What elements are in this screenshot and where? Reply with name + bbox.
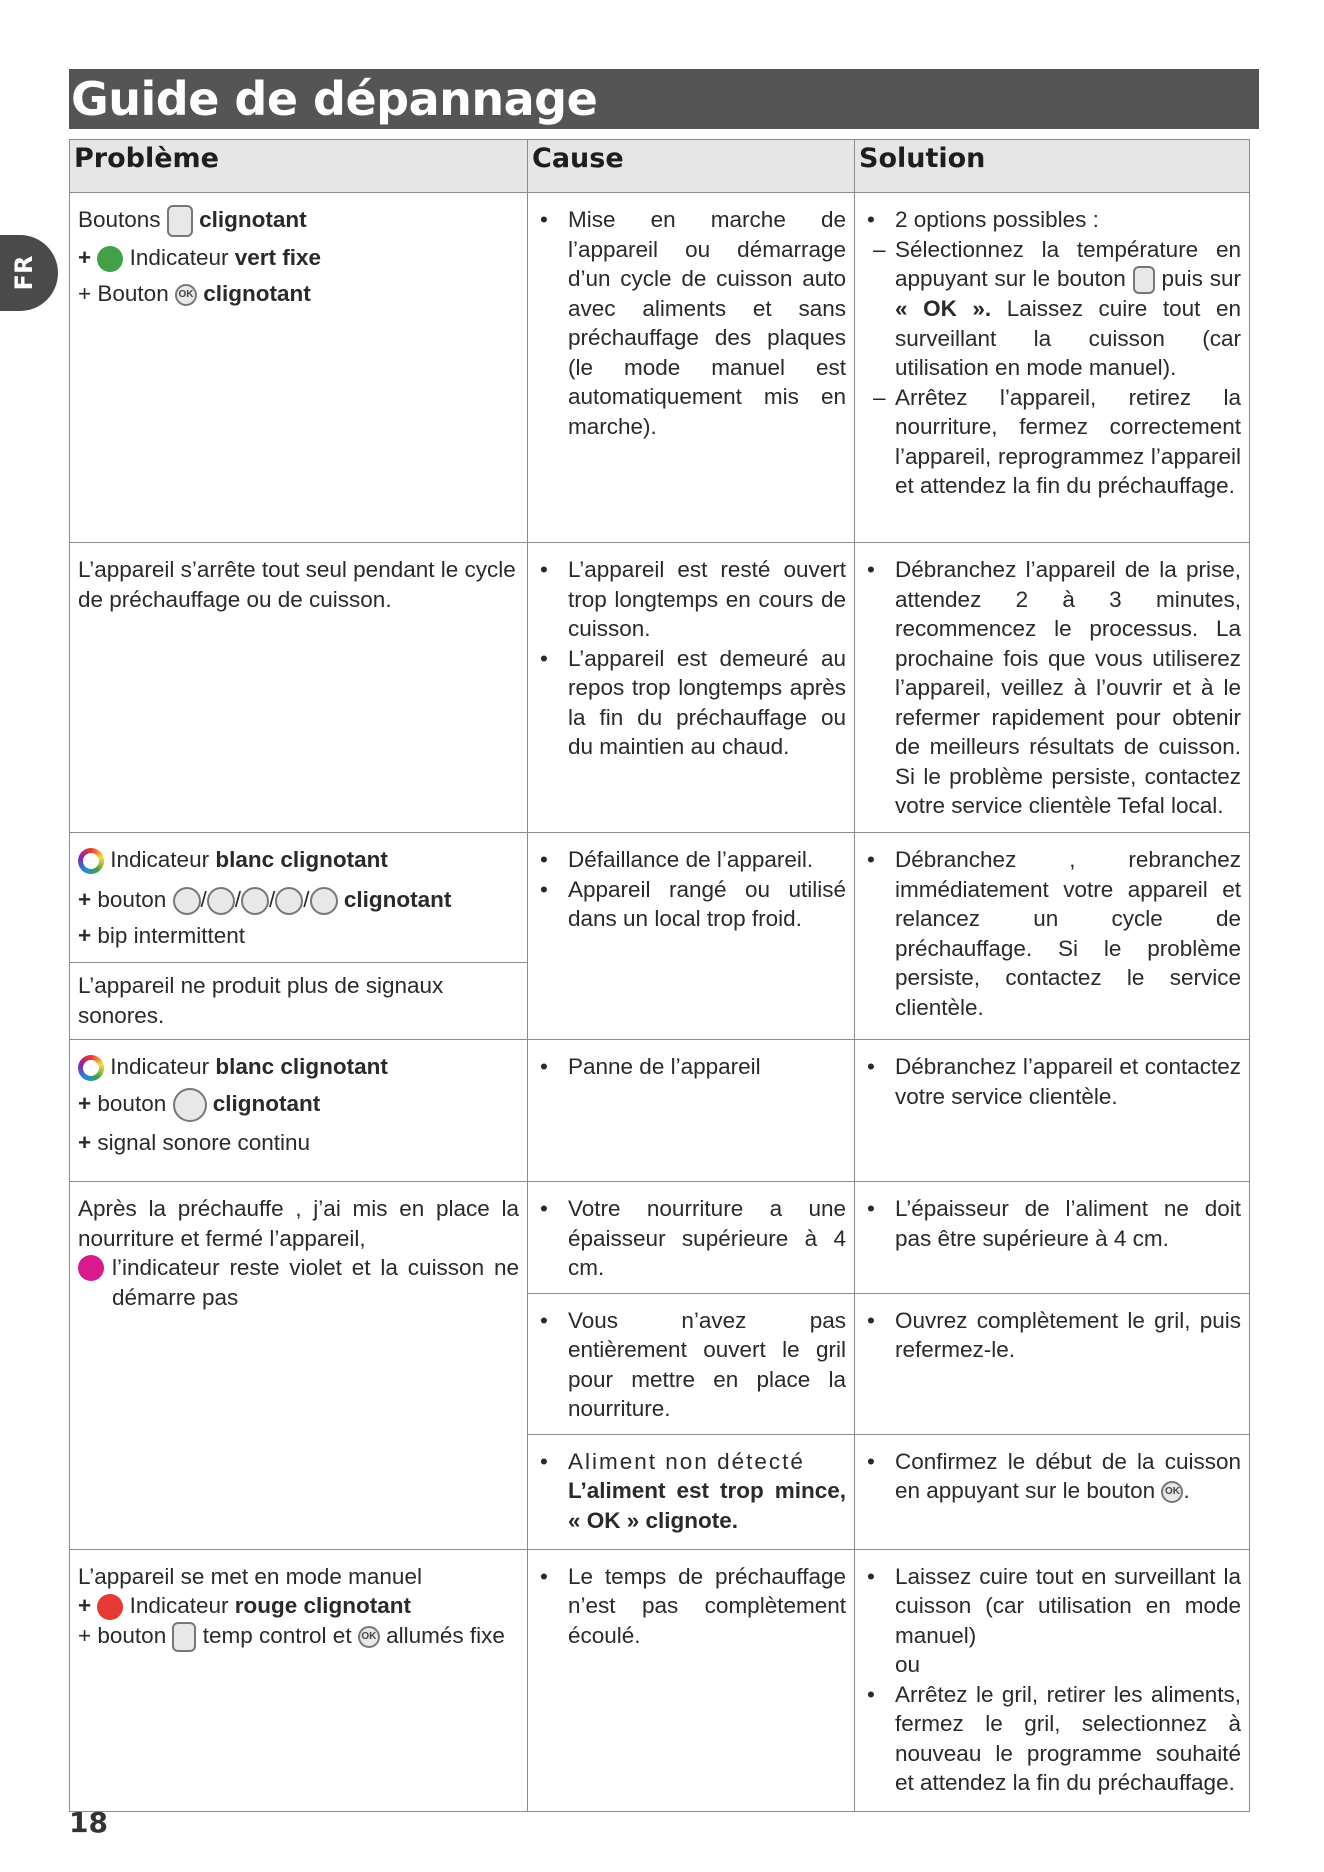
solution-text: puis sur [1161,266,1241,291]
plus-sign: + [78,1129,92,1155]
problem-text: bouton [97,1090,167,1116]
solution-cell [855,1293,1250,1434]
solution-item: • Débranchez l’appareil et contactez votre service clientèle. [863,1052,1241,1111]
solution-text: Sélectionnez la température en appuyant sur le bouton [895,236,1241,291]
red-indicator-icon [97,1594,123,1620]
solution-item: • Débranchez , rebranchez immédiatement votre appareil et relancez un cycle de préchauffage. Si le problème persiste, contactez le service clientèle. [863,845,1241,1022]
solution-option: – Arrêtez l’appareil, retirez la nourriture, fermez correctement l’appareil, reprogrammez l’appareil et attendez la fin du préchauffage. [863,383,1241,501]
problem-emphasis: rouge clignotant [234,1593,411,1618]
solution-text: Laissez cuire tout en surveillant la cuisson (car utilisation en mode manuel). [895,296,1241,381]
problem-emphasis: clignotant [199,207,307,232]
plus-sign: + [78,1090,92,1116]
problem-text: bouton [97,886,167,912]
problem-line [78,1621,519,1652]
table-row [70,1182,1250,1294]
problem-text: Indicateur [110,1054,210,1079]
cause-item [536,1447,846,1536]
cause-item: • Défaillance de l’appareil. [536,845,846,875]
problem-text: + bouton [78,1622,167,1648]
solution-cell [855,1040,1250,1182]
table-row [70,1549,1250,1811]
problem-text: l’indicateur reste violet et la cuisson ne démarre pas [112,1255,519,1310]
problem-emphasis: blanc clignotant [215,847,388,872]
solution-text: Confirmez le début de la cuisson en appuyant sur le bouton [895,1448,1241,1503]
cause-cell [528,543,855,833]
language-tab [0,235,58,311]
cause-text: Aliment non détecté [568,1448,805,1474]
thermometer-m-button-icon [1133,266,1155,294]
program-button-icon [241,887,269,915]
table-row [70,543,1250,833]
cause-item: • L’appareil est demeuré au repos trop longtemps après la fin du préchauffage ou du maintien au chaud. [536,644,846,762]
language-label: FR [10,255,38,291]
problem-text: L’appareil se met en mode manuel [78,1563,422,1589]
cause-cell [528,1549,855,1811]
solution-or: ou [895,1652,921,1677]
program-button-icon [207,887,235,915]
header-cause: Cause [528,140,855,193]
cause-cell [528,833,855,1040]
cause-item: • Vous n’avez pas entièrement ouvert le gril pour mettre en place la nourriture. [536,1306,846,1424]
multicolor-indicator-icon [78,1055,104,1081]
problem-line [78,1253,519,1312]
plus-sign: + [78,1593,92,1618]
problem-text: Après la préchauffe , j’ai mis en place la nourriture et fermé l’appareil, [78,1196,519,1251]
solution-cell [855,833,1250,1040]
problem-line [78,1088,519,1122]
solution-item: • Confirmez le début de la cuisson en appuyant sur le bouton OK . [863,1447,1241,1506]
problem-emphasis: clignotant [212,1090,321,1116]
solution-option [863,235,1241,383]
cause-emphasis: L’aliment est trop mince, « OK » clignote. [568,1478,846,1533]
problem-text: + Bouton [78,280,169,306]
cause-item: • Appareil rangé ou utilisé dans un local trop froid. [536,875,846,934]
ok-button-icon: OK [1161,1481,1183,1503]
problem-text: Indicateur [129,245,229,271]
problem-text: temp control et [202,1622,352,1648]
page-title: Guide de dépannage [69,69,1259,129]
program-button-icon [173,1088,207,1122]
cause-item: • L’appareil est resté ouvert trop longtemps en cours de cuisson. [536,555,846,644]
problem-line [78,1591,519,1621]
solution-item: • 2 options possibles : [863,205,1241,235]
problem-line [78,279,519,309]
problem-text: Indicateur [129,1593,229,1618]
problem-line: + bouton / / / / clignotant [78,885,519,915]
troubleshooting-table [69,139,1250,1812]
solution-cell [855,1182,1250,1294]
solution-item: • L’épaisseur de l’aliment ne doit pas être supérieure à 4 cm. [863,1194,1241,1253]
problem-emphasis: vert fixe [234,245,322,271]
problem-cell [70,1182,528,1550]
problem-line [78,205,519,237]
problem-text: Indicateur [110,847,210,872]
problem-text: allumés fixe [386,1622,505,1648]
solution-item: • Laissez cuire tout en surveillant la cuisson (car utilisation en mode manuel) [863,1562,1241,1651]
header-solution: Solution [855,140,1250,193]
cause-cell [528,1182,855,1294]
solution-cell [855,193,1250,543]
problem-cell [70,543,528,833]
plus-sign: + [78,245,92,271]
violet-indicator-icon [78,1255,104,1281]
cause-item: • Mise en marche de l’appareil ou démarrage d’un cycle de cuisson auto avec aliments et sans préchauffage des plaques (le mode manuel est automatiquement mis en marche). [536,205,846,441]
cause-cell [528,193,855,543]
problem-emphasis: clignotant [343,886,452,912]
solution-cell [855,1434,1250,1549]
problem-line [78,845,519,875]
multicolor-indicator-icon [78,848,104,874]
problem-emphasis: clignotant [203,280,311,306]
problem-subcell: L’appareil ne produit plus de signaux sonores. [70,962,527,1030]
ok-button-icon: OK [358,1626,380,1648]
program-button-icon [173,887,201,915]
problem-text: signal sonore continu [97,1129,311,1155]
problem-line [78,243,519,273]
cause-item: • Votre nourriture a une épaisseur supérieure à 4 cm. [536,1194,846,1283]
table-row [70,833,1250,1040]
program-button-icon [310,887,338,915]
plus-sign: + [78,922,92,948]
table-row [70,193,1250,543]
solution-cell [855,1549,1250,1811]
problem-text: Boutons [78,207,161,232]
problem-text: bip intermittent [97,922,245,948]
ok-button-icon: OK [175,284,197,306]
program-button-icon [275,887,303,915]
solution-cell [855,543,1250,833]
problem-text: L’appareil s’arrête tout seul pendant le cycle de préchauffage ou de cuisson. [78,557,516,612]
problem-cell [70,1040,528,1182]
problem-line [78,921,519,951]
solution-item: • Débranchez l’appareil de la prise, attendez 2 à 3 minutes, recommencez le processus. La prochaine fois que vous utiliserez l’appareil, veillez à l’ouvrir et à le refermer rapidement pour obtenir de meilleurs résultats de cuisson. Si le problème persiste, contactez votre service clientèle Tefal local. [863,555,1241,821]
page-number: 18 [69,1806,108,1839]
problem-emphasis: blanc clignotant [215,1054,388,1079]
solution-item: • Ouvrez complètement le gril, puis refermez-le. [863,1306,1241,1365]
cause-cell [528,1040,855,1182]
thermometer-m-button-icon [167,205,193,237]
header-row [70,140,1250,193]
problem-cell [70,193,528,543]
cause-cell [528,1434,855,1549]
problem-line [78,1052,519,1082]
problem-line [78,1128,519,1158]
cause-cell [528,1293,855,1434]
header-problem: Problème [70,140,528,193]
problem-cell [70,1549,528,1811]
problem-cell [70,833,528,1040]
table-row [70,1040,1250,1182]
solution-item: • Arrêtez le gril, retirer les aliments, fermez le gril, selectionnez à nouveau le programme souhaité et attendez la fin du préchauffage. [863,1680,1241,1798]
solution-emphasis: « OK ». [895,296,992,322]
green-indicator-icon [97,246,123,272]
thermometer-button-icon [172,1622,196,1652]
cause-item: • Panne de l’appareil [536,1052,846,1082]
cause-item: • Le temps de préchauffage n’est pas complètement écoulé. [536,1562,846,1651]
plus-sign: + [78,886,92,912]
